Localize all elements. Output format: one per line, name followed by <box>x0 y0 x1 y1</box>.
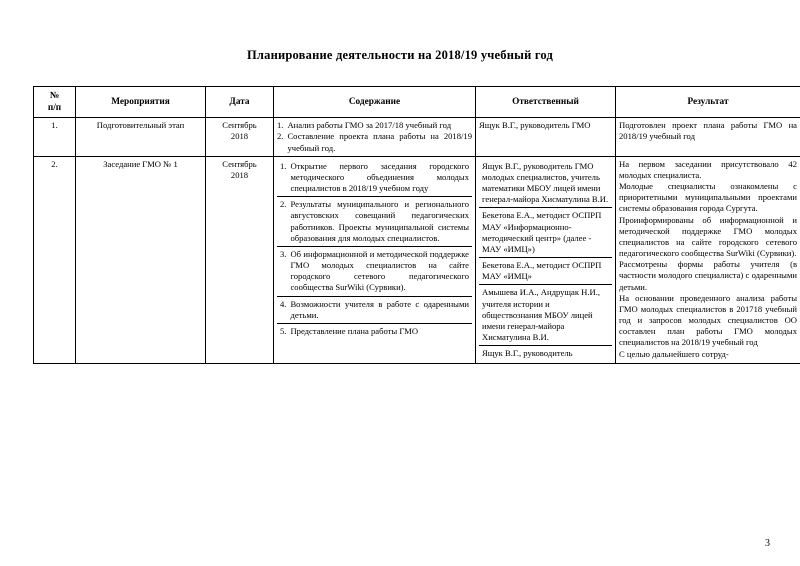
content-item-text: Составление проекта плана работы на 2018/19 учебный год. <box>287 131 472 153</box>
content-item-marker: 1. <box>277 120 284 131</box>
responsible-subcell: Бекетова Е.А., методист ОСПРП МАУ «ИМЦ» <box>479 258 612 285</box>
responsible-subrow <box>479 346 612 362</box>
row-date <box>206 118 274 157</box>
responsible-subrow <box>479 208 612 258</box>
responsible-subcell: Бекетова Е.А., методист ОСПРП МАУ «Информационно-методический центр» (далее - МАУ «ИМЦ») <box>479 208 612 258</box>
content-item-marker: 1. <box>280 160 287 171</box>
content-subcell <box>277 246 472 296</box>
content-subcell <box>277 197 472 247</box>
content-subrow <box>277 159 472 197</box>
column-header-number <box>34 87 76 118</box>
column-header-responsible: Ответственный <box>476 87 616 118</box>
row-number: 2. <box>34 156 76 364</box>
content-item-marker: 2. <box>277 131 284 142</box>
content-item <box>280 326 469 337</box>
row-event: Подготовительный этап <box>76 118 206 157</box>
result-paragraph: С целью дальнейшего сотруд- <box>619 348 729 359</box>
content-item-text: Возможности учителя в работе с одаренными детьми. <box>290 298 469 320</box>
column-header-event: Мероприятия <box>76 87 206 118</box>
responsible-subcell: Ящук В.Г., руководитель <box>482 348 573 359</box>
row-responsible: Ящук В.Г., руководитель ГМО <box>476 118 616 157</box>
responsible-subcell: Ящук В.Г., руководитель ГМО молодых специалистов, учитель математики МБОУ лицей имени генерал-майора Хисматулина В.И. <box>479 159 612 208</box>
content-subrow <box>277 246 472 296</box>
responsible-subrow <box>479 285 612 346</box>
column-header-number-line2: п/п <box>47 103 62 114</box>
content-item-marker: 3. <box>280 248 287 259</box>
content-subrow <box>277 197 472 247</box>
result-paragraph: На первом заседании присутствовало 42 молодых специалиста. <box>619 158 797 180</box>
content-subcell <box>277 323 472 339</box>
row-date-line2: 2018 <box>230 131 249 142</box>
result-paragraph: Рассмотрены формы работы учителя (в частности молодого специалиста) с одаренными детьми. <box>619 259 797 292</box>
content-item-text: Анализ работы ГМО за 2017/18 учебный год <box>287 120 452 131</box>
responsible-subrow <box>479 258 612 285</box>
row-result: Подготовлен проект плана работы ГМО на 2018/19 учебный год <box>616 118 800 157</box>
responsible-subtable <box>479 159 612 362</box>
content-item-text: Об информационной и методической поддержке ГМО молодых специалистов на сайте городского сетевого педагогического сообщества SurWiki (Сурвики). <box>290 248 469 293</box>
content-item-text: Результаты муниципального и регионального августовских совещаний педагогических работников. Проекты муниципальной системы образования для молодых специалистов. <box>290 199 469 243</box>
content-item-marker: 4. <box>280 298 287 309</box>
row-date-line1: Сентябрь <box>222 158 257 169</box>
content-subcell <box>277 159 472 197</box>
table-header-row <box>34 87 800 118</box>
row-date-line2: 2018 <box>230 169 249 180</box>
column-header-result: Результат <box>616 87 800 118</box>
planning-table <box>33 86 800 364</box>
table-row <box>34 118 800 157</box>
content-item <box>280 299 469 321</box>
responsible-subrow <box>479 159 612 208</box>
content-item <box>277 120 472 131</box>
page-title: Планирование деятельности на 2018/19 учебный год <box>246 48 553 62</box>
row-date <box>206 156 274 364</box>
column-header-content: Содержание <box>274 87 476 118</box>
content-item <box>280 161 469 195</box>
content-item <box>280 199 469 244</box>
row-number: 1. <box>34 118 76 157</box>
row-date-line1: Сентябрь <box>222 120 257 131</box>
content-subcell <box>277 296 472 323</box>
column-header-date: Дата <box>206 87 274 118</box>
content-subtable <box>277 159 472 339</box>
content-item-marker: 2. <box>280 199 287 210</box>
page-number: 3 <box>765 538 770 549</box>
row-content <box>274 156 476 364</box>
row-event: Заседание ГМО № 1 <box>76 156 206 364</box>
content-item-text: Открытие первого заседания городского методического объединения молодых специалистов в 2018/19 учебном году <box>290 160 469 194</box>
result-paragraph: Молодые специалисты ознакомлены с приоритетными муниципальными проектами системы образования города Сургута. <box>619 181 797 214</box>
table-row <box>34 156 800 364</box>
content-subrow <box>277 323 472 339</box>
result-paragraph: На основании проведенного анализа работы ГМО молодых специалистов в 201718 учебный год и запросов молодых специалистов ОО составлен план работы ГМО молодых специалистов на 2018/19 учебный год <box>619 292 797 348</box>
content-item-text: Представление плана работы ГМО <box>290 325 419 336</box>
row-result <box>616 156 800 364</box>
responsible-subcell: Амышева И.А., Андрущак Н.И., учителя истории и обществознания МБОУ лицей имени генерал-майора Хисматулина В.И. <box>479 285 612 346</box>
content-item-marker: 5. <box>280 325 287 336</box>
content-item <box>277 131 472 153</box>
row-responsible <box>476 156 616 364</box>
result-paragraph: Проинформированы об информационной и методической поддержке ГМО молодых специалистов на сайте городского сетевого педагогического сообщества SurWiki (Сурвики). <box>619 214 797 259</box>
row-content <box>274 118 476 157</box>
content-item <box>280 249 469 294</box>
column-header-number-line1: № <box>49 91 60 101</box>
content-subrow <box>277 296 472 323</box>
